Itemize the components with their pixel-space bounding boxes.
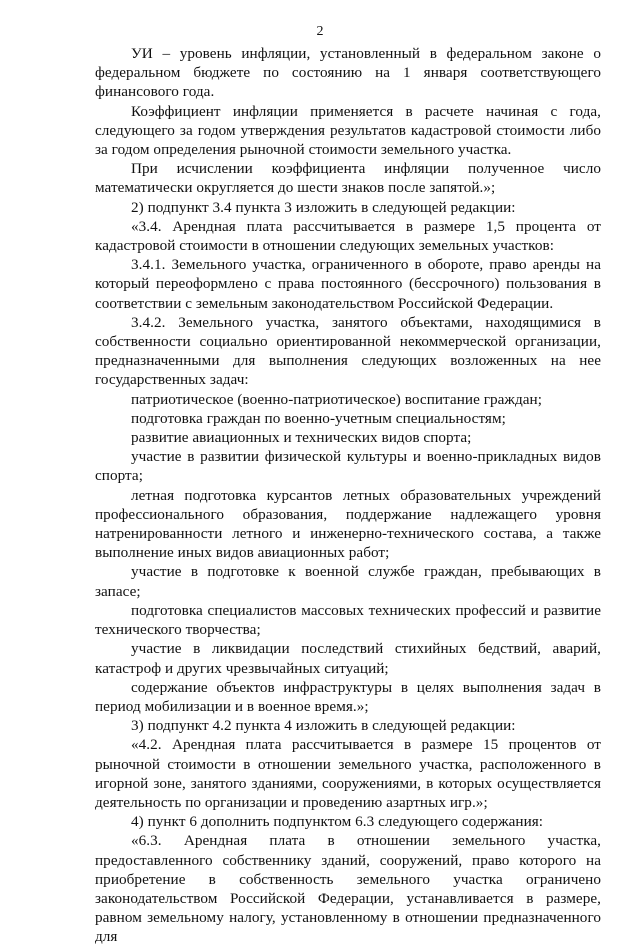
document-body [95,44,601,947]
list-item-aviation-sports: развитие авиационных и технических видов спорта; [131,429,472,447]
page-number: 2 [316,24,324,39]
paragraph-inflation-coefficient: Коэффициент инфляции применяется в расчете начиная с года, следующего за годом утверждения результатов кадастровой стоимости либо за годом определения рыночной стоимости земельного участка. [95,102,601,159]
list-item-military-training: подготовка граждан по военно-учетным специальностям; [131,409,506,427]
paragraph-clause-4-2: «4.2. Арендная плата рассчитывается в размере 15 процентов от рыночной стоимости в отношении земельного участка, расположенного в игорной зоне, занятого зданиями, сооружениями, в которых осуществляется деятельность по организации и проведению азартных игр.»; [95,736,601,811]
paragraph-clause-3-4-1: 3.4.1. Земельного участка, ограниченного в обороте, право аренды на который переоформлено с права постоянного (бессрочного) пользования в соответствии с земельным законодательством Российской Федерации. [95,256,601,312]
paragraph-clause-6-3: «6.3. Арендная плата в отношении земельного участка, предоставленного собственнику зданий, сооружений, право которого на приобретение в собственность земельного участка ограничено законодательством Российской Федерации, устанавливается в размере, равном земельному налогу, установленному в отношении предназначенного для [95,832,601,946]
list-item-disaster-response: участие в ликвидации последствий стихийных бедствий, аварий, катастроф и других чрезвычайных ситуаций; [95,640,601,677]
paragraph-rounding: При исчислении коэффициента инфляции полученное число математически округляется до шести знаков после запятой.»; [95,160,601,197]
list-item-technical-specialists: подготовка специалистов массовых технических профессий и развитие технического творчества; [95,601,601,639]
paragraph-clause-3-4: «3.4. Арендная плата рассчитывается в размере 1,5 процента от кадастровой стоимости в отношении следующих земельных участков: [95,217,601,255]
paragraph-inflation-definition: УИ – уровень инфляции, установленный в федеральном законе о федеральном бюджете по состоянию на 1 января соответствующего финансового года. [95,45,601,101]
list-item-infrastructure: содержание объектов инфраструктуры в целях выполнения задач в период мобилизации и в военное время.»; [95,678,601,715]
paragraph-amendment-3: 3) подпункт 4.2 пункта 4 изложить в следующей редакции: [131,717,516,735]
paragraph-clause-3-4-2: 3.4.2. Земельного участка, занятого объектами, находящимися в собственности социально ориентированной некоммерческой организации, предназначенными для выполнения следующих возложенных на нее государственных задач: [95,313,601,389]
list-item-patriotic-education: патриотическое (военно-патриотическое) воспитание граждан; [131,390,542,408]
list-item-reserve-training: участие в подготовке к военной службе граждан, пребывающих в запасе; [95,563,601,600]
paragraph-amendment-2: 2) подпункт 3.4 пункта 3 изложить в следующей редакции: [131,198,516,216]
paragraph-amendment-4: 4) пункт 6 дополнить подпунктом 6.3 следующего содержания: [131,813,544,831]
list-item-flight-training: летная подготовка курсантов летных образовательных учреждений профессионального образования, поддержание надлежащего уровня натренированности летного и инженерно-технического состава, а также выполнение иных видов авиационных работ; [95,486,601,562]
list-item-physical-culture: участие в развитии физической культуры и военно-прикладных видов спорта; [95,448,601,485]
